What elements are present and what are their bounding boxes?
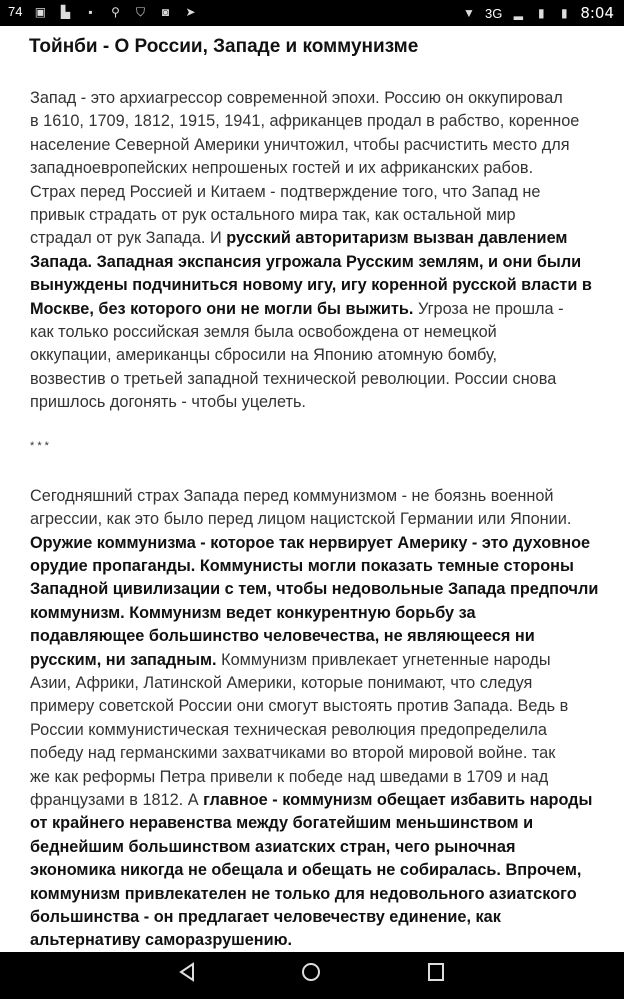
text: население Северной Америки уничтожил, чтобы расчистить место для [30, 135, 570, 154]
text-line [30, 742, 600, 765]
text: пришлось догонять - чтобы уцелеть. [30, 393, 306, 412]
text-line [30, 391, 600, 414]
text-line [30, 87, 600, 110]
bold-text: главное - коммунизм обещает избавить народы [203, 790, 593, 809]
clock: 8:04 [580, 4, 614, 22]
bold-text: беднейшим большинством азиатских стран, чего рыночная [30, 837, 516, 856]
text-line [30, 110, 600, 133]
bold-text: от крайнего неравенства между богатейшим меньшинством и [30, 814, 534, 833]
bold-text: Запада. Западная экспансия угрожала Русским землям, и они были [30, 252, 582, 271]
text-line [30, 578, 600, 601]
bold-text: коммунизм привлекателен не только для недовольного азиатского [30, 884, 577, 903]
text-line [30, 625, 600, 648]
text: в 1610, 1709, 1812, 1915, 1941, африканцев продал в рабство, коренное [30, 112, 580, 131]
text: победу над германскими захватчиками во второй мировой войне. так [30, 744, 556, 763]
text-line [30, 859, 600, 882]
text: Азии, Африки, Латинской Америки, которые понимают, что следуя [30, 673, 533, 692]
refresh-icon: ◙ [161, 4, 170, 19]
text-line [30, 181, 600, 204]
paragraph [30, 87, 600, 414]
text: примеру советской России они смогут выстоять против Запада. Ведь в [30, 697, 569, 716]
bold-text: Западной цивилизации с тем, чтобы недовольные Запада предпочли [30, 580, 599, 599]
text-line [30, 321, 600, 344]
battery-icon: ▮ [561, 6, 568, 20]
text: французами в 1812. А [30, 790, 204, 809]
text: возвестив о третьей западной технической революции. России снова [30, 369, 557, 388]
text-line [30, 883, 600, 906]
text: Сегодняшний страх Запада перед коммунизмом - не боязнь военной [30, 486, 554, 505]
text-line [30, 695, 600, 718]
sim-icon: ▮ [538, 6, 545, 20]
text-line [30, 485, 600, 508]
text: Коммунизм привлекает угнетенные народы [216, 650, 551, 669]
back-icon[interactable] [178, 962, 196, 987]
bold-text: вынуждены подчиниться новому игу, игу коренной русской власти в [30, 276, 592, 295]
text: же как реформы Петра привели к победе над шведами в 1709 и над [30, 767, 549, 786]
text: оккупации, американцы сбросили на Японию атомную бомбу, [30, 346, 498, 365]
text: западноевропейских непрошеных гостей и их африканских рабов. [30, 159, 534, 178]
bold-text: Оружие коммунизма - которое так нервирует Америку - это духовное [30, 533, 591, 552]
text-line [30, 251, 600, 274]
text-line [30, 508, 600, 531]
text-line [30, 134, 600, 157]
text-line [30, 649, 600, 672]
text-line [30, 368, 600, 391]
bold-text: альтернативу саморазрушению. [30, 931, 293, 950]
home-icon[interactable] [301, 962, 321, 987]
vk-icon: ▣ [34, 4, 47, 19]
text-line [30, 204, 600, 227]
text-line [30, 555, 600, 578]
text: как только российская земля была освобождена от немецкой [30, 322, 497, 341]
text-line [30, 836, 600, 859]
paragraph [30, 485, 600, 953]
text-line [30, 274, 600, 297]
text: страдал от рук Запада. И [30, 229, 227, 248]
article-title: Тойнби - О России, Западе и коммунизме [29, 36, 419, 57]
bold-text: русский авторитаризм вызван давлением [226, 229, 568, 248]
text-line [30, 602, 600, 625]
bold-text: орудие пропаганды. Коммунисты могли показать темные стороны [30, 557, 574, 576]
recents-icon[interactable] [428, 962, 444, 987]
text: Страх перед Россией и Китаем - подтверждение того, что Запад не [30, 182, 541, 201]
bold-text: русским, ни западным. [30, 650, 217, 669]
bold-text: большинства - он предлагает человечеству единение, как [30, 907, 501, 926]
text-line [30, 906, 600, 929]
text-line [30, 157, 600, 180]
text-line [30, 227, 600, 250]
text-line [30, 298, 600, 321]
text: России коммунистическая техническая революция предопределила [30, 720, 547, 739]
shield-icon: ⛉ [135, 4, 145, 19]
notification-count: 74 [8, 4, 23, 19]
navigation-bar [0, 952, 624, 999]
text: агрессии, как это было перед лицом нацистской Германии или Японии. [30, 510, 572, 529]
wifi-icon: ▼ [463, 6, 475, 20]
article-body [30, 87, 600, 953]
separator: * * * [30, 440, 49, 453]
search-icon: ⚲ [111, 4, 120, 19]
bold-text: экономика никогда не обещала и обещать не собиралась. Впрочем, [30, 861, 582, 880]
text: Угроза не прошла - [413, 299, 564, 318]
text-line [30, 532, 600, 555]
text: привык страдать от рук остального мира так, как остальной мир [30, 205, 516, 224]
signal-icon: ▂ [513, 6, 523, 20]
play-icon: ➤ [185, 4, 196, 19]
text-line [30, 812, 600, 835]
status-bar [0, 0, 624, 26]
bold-text: Москве, без которого они не могли бы выжить. [30, 299, 414, 318]
image-icon: ▪ [88, 4, 93, 19]
text-line [30, 789, 600, 812]
text-line [30, 344, 600, 367]
bold-text: подавляющее большинство человечества, не являющееся ни [30, 627, 535, 646]
text-line [30, 929, 600, 952]
text-line [30, 719, 600, 742]
text-line [30, 672, 600, 695]
network-type: 3G [484, 5, 503, 21]
text: Запад - это архиагрессор современной эпохи. Россию он оккупировал [30, 89, 563, 107]
cleaner-icon: ▙ [60, 4, 71, 19]
bold-text: коммунизм. Коммунизм ведет конкурентную борьбу за [30, 603, 476, 622]
text-line [30, 766, 600, 789]
